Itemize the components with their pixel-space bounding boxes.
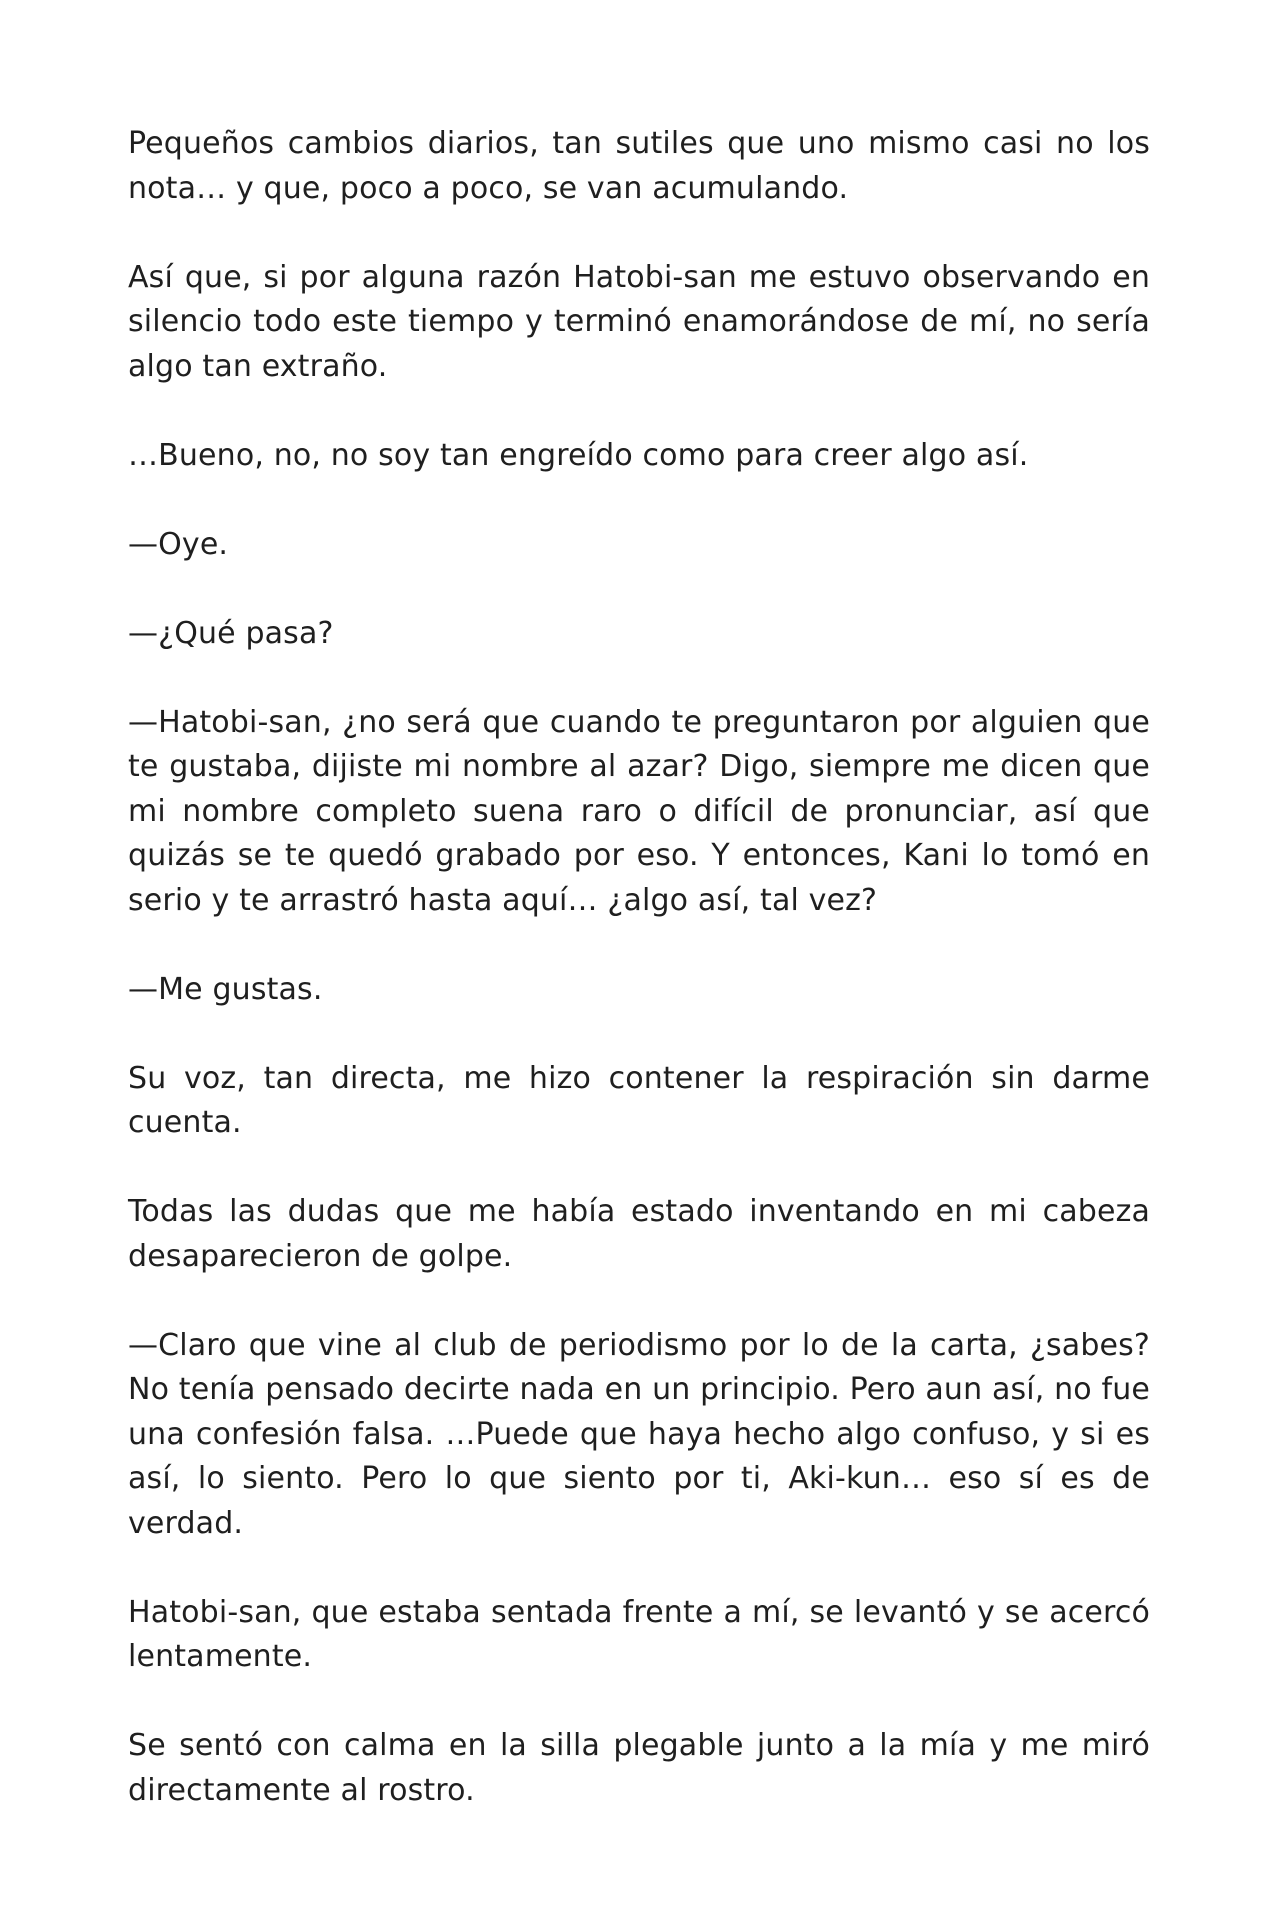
paragraph: Todas las dudas que me había estado inventando en mi cabeza desaparecieron de golpe. — [128, 1194, 1150, 1274]
paragraph: Se sentó con calma en la silla plegable junto a la mía y me miró directamente al rostro. — [128, 1728, 1150, 1808]
paragraph: —Oye. — [128, 526, 229, 562]
paragraph: —Claro que vine al club de periodismo por lo de la carta, ¿sabes? No tenía pensado decirte nada en un principio. Pero aun así, no fue una confesión falsa. …Puede que haya hecho algo confuso, y si es así, lo siento. Pero lo que siento por ti, Aki-kun… eso sí es de verdad. — [128, 1327, 1150, 1541]
paragraph: Su voz, tan directa, me hizo contener la respiración sin darme cuenta. — [128, 1060, 1150, 1140]
paragraph: —Me gustas. — [128, 971, 323, 1007]
paragraph: Pequeños cambios diarios, tan sutiles que uno mismo casi no los nota… y que, poco a poco, se van acumulando. — [128, 126, 1150, 206]
paragraph: Así que, si por alguna razón Hatobi-san me estuvo observando en silencio todo este tiempo y terminó enamorándose de mí, no sería algo tan extraño. — [128, 259, 1150, 384]
paragraph: —Hatobi-san, ¿no será que cuando te preguntaron por alguien que te gustaba, dijiste mi nombre al azar? Digo, siempre me dicen que mi nombre completo suena raro o difícil de pronunciar, así que quizás se te quedó grabado por eso. Y entonces, Kani lo tomó en serio y te arrastró hasta aquí… ¿algo así, tal vez? — [128, 704, 1150, 918]
paragraph: —¿Qué pasa? — [128, 615, 334, 651]
page-text — [128, 122, 1150, 1858]
paragraph: …Bueno, no, no soy tan engreído como para creer algo así. — [128, 437, 1029, 473]
paragraph: Hatobi-san, que estaba sentada frente a mí, se levantó y se acercó lentamente. — [128, 1594, 1150, 1674]
